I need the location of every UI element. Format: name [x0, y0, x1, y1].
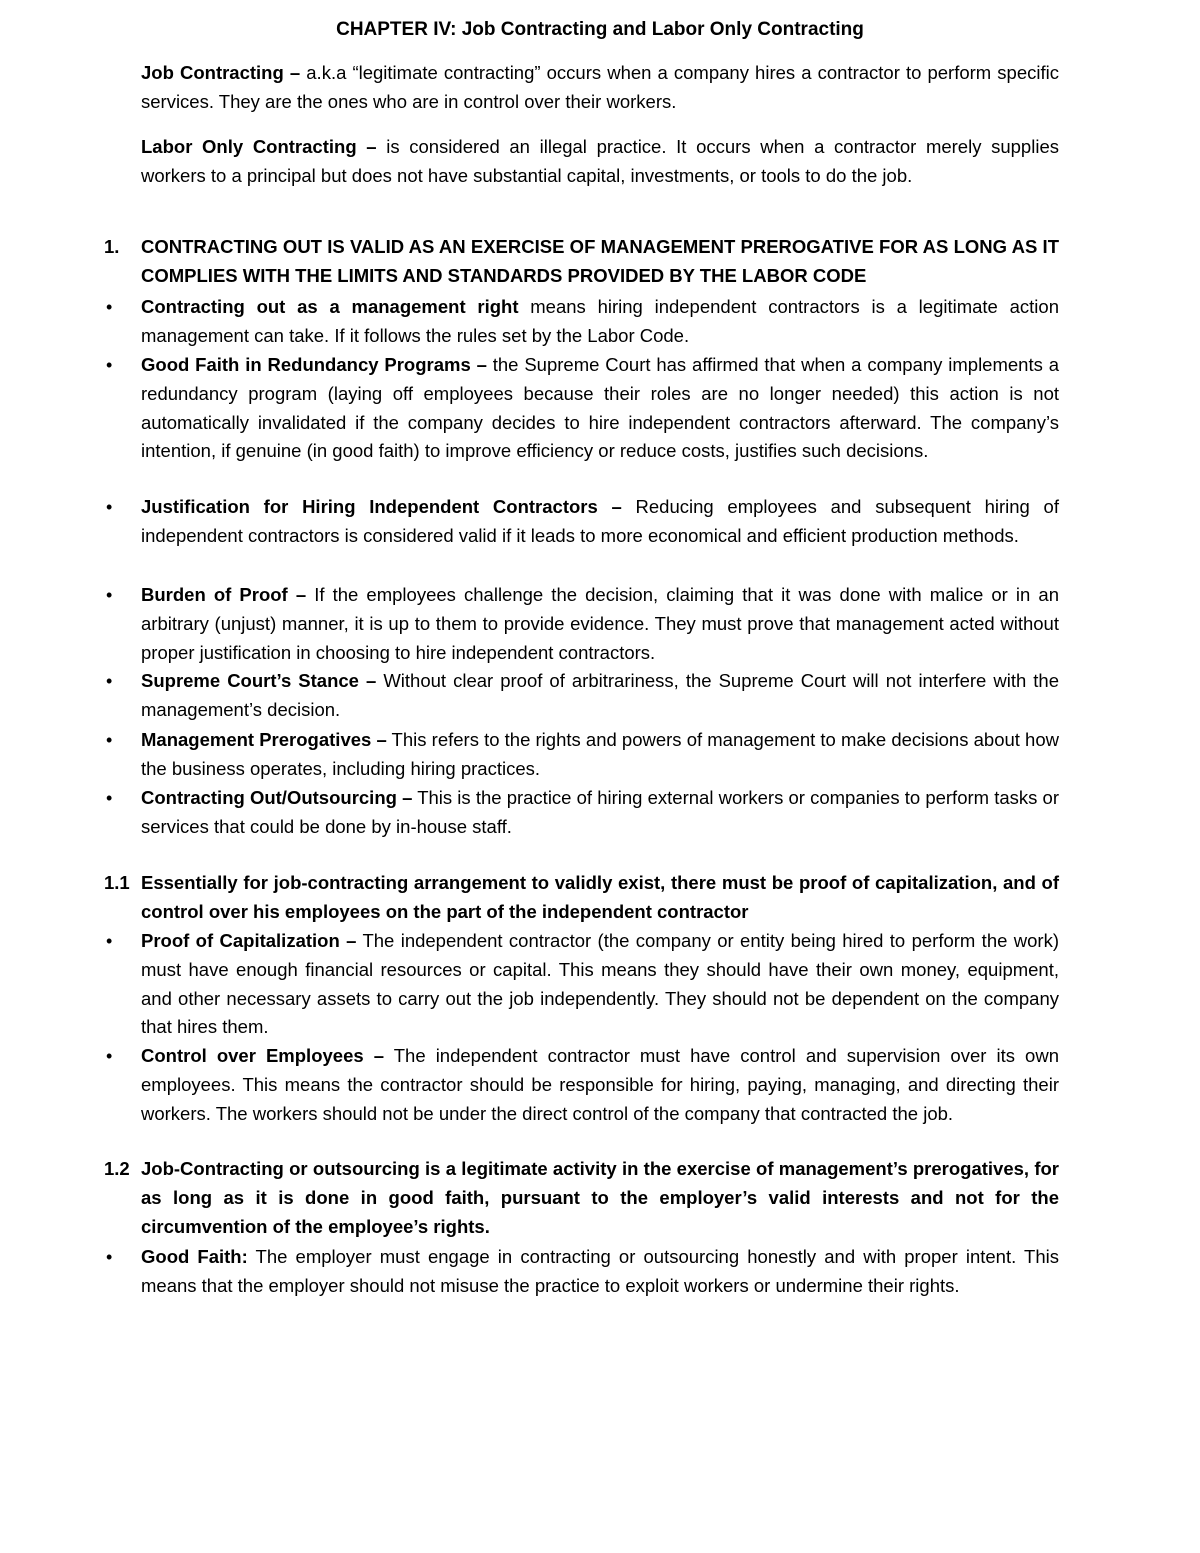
list-item: [104, 1042, 1059, 1128]
definition-term: Job Contracting –: [141, 62, 301, 83]
section-heading-text: CONTRACTING OUT IS VALID AS AN EXERCISE OF MANAGEMENT PREROGATIVE FOR AS LONG AS IT COMPLIES WITH THE LIMITS AND STANDARDS PROVIDED BY THE LABOR CODE: [141, 236, 1059, 286]
section-heading-text: Job-Contracting or outsourcing is a legitimate activity in the exercise of management’s prerogatives, for as long as it is done in good faith, pursuant to the employer’s valid interests and not for the circumvention of the employee’s rights.: [141, 1158, 1059, 1237]
bullet-icon: •: [106, 788, 113, 808]
list-item: [104, 784, 1059, 842]
bullet-term: Management Prerogatives –: [141, 729, 387, 750]
page-title: CHAPTER IV: Job Contracting and Labor Only Contracting: [336, 19, 864, 40]
bullet-icon: •: [106, 297, 113, 317]
bullet-text: the Supreme Court has affirmed that when a company implements a redundancy program (laying off employees because their roles are no longer needed) this action is not automatically invalidated if the company decides to hire independent contractors afterward. The company’s intention, if genuine (in good faith) to improve efficiency or reduce costs, justifies such decisions.: [141, 354, 1059, 462]
bullet-text: If the employees challenge the decision, claiming that it was done with malice or in an arbitrary (unjust) manner, it is up to them to provide evidence. They must prove that management acted without proper justification in choosing to hire independent contractors.: [141, 584, 1059, 663]
section-number: 1.: [104, 236, 120, 257]
list-item: [104, 493, 1059, 551]
bullet-term: Burden of Proof –: [141, 584, 307, 605]
bullet-icon: •: [106, 931, 113, 951]
list-item: [104, 581, 1059, 667]
bullet-text: Reducing employees and subsequent hiring of independent contractors is considered valid if it leads to more economical and efficient production methods.: [141, 496, 1059, 546]
bullet-icon: •: [106, 730, 113, 750]
definition-text: a.k.a “legitimate contracting” occurs when a company hires a contractor to perform specific services. They are the ones who are in control over their workers.: [141, 62, 1059, 112]
list-item: [104, 1243, 1059, 1301]
bullet-icon: •: [106, 585, 113, 605]
bullet-term: Control over Employees –: [141, 1045, 385, 1066]
bullet-term: Proof of Capitalization –: [141, 930, 357, 951]
section-1-1-heading: [104, 869, 1059, 927]
bullet-term: Good Faith in Redundancy Programs –: [141, 354, 487, 375]
definition-job-contracting: [141, 59, 1059, 117]
list-item: [104, 351, 1059, 466]
bullet-text: This refers to the rights and powers of management to make decisions about how the business operates, including hiring practices.: [141, 729, 1059, 779]
bullet-text: means hiring independent contractors is a legitimate action management can take. If it follows the rules set by the Labor Code.: [141, 296, 1059, 346]
bullet-text: The independent contractor must have control and supervision over its own employees. This means the contractor should be responsible for hiring, paying, managing, and directing their workers. The workers should not be under the direct control of the company that contracted the job.: [141, 1045, 1059, 1124]
definition-labor-only-contracting: [141, 133, 1059, 191]
definition-text: is considered an illegal practice. It occurs when a contractor merely supplies workers to a principal but does not have substantial capital, investments, or tools to do the job.: [141, 136, 1059, 186]
section-1-heading: [104, 233, 1059, 291]
section-heading-text: Essentially for job-contracting arrangement to validly exist, there must be proof of capitalization, and of control over his employees on the part of the independent contractor: [141, 872, 1059, 922]
bullet-term: Justification for Hiring Independent Contractors –: [141, 496, 622, 517]
bullet-icon: •: [106, 355, 113, 375]
bullet-text: The independent contractor (the company or entity being hired to perform the work) must have enough financial resources or capital. This means they should have their own money, equipment, and other necessary assets to carry out the job independently. They should not be dependent on the company that hires them.: [141, 930, 1059, 1038]
bullet-text: Without clear proof of arbitrariness, the Supreme Court will not interfere with the management’s decision.: [141, 670, 1059, 720]
list-item: [104, 927, 1059, 1042]
bullet-icon: •: [106, 1247, 113, 1267]
bullet-text: This is the practice of hiring external workers or companies to perform tasks or services that could be done by in-house staff.: [141, 787, 1059, 837]
list-item: [104, 667, 1059, 725]
bullet-term: Contracting out as a management right: [141, 296, 519, 317]
bullet-icon: •: [106, 671, 113, 691]
bullet-icon: •: [106, 1046, 113, 1066]
section-number: 1.1: [104, 872, 130, 893]
list-item: [104, 293, 1059, 351]
bullet-text: The employer must engage in contracting or outsourcing honestly and with proper intent. This means that the employer should not misuse the practice to exploit workers or undermine their rights.: [141, 1246, 1059, 1296]
bullet-term: Contracting Out/Outsourcing –: [141, 787, 413, 808]
bullet-term: Good Faith:: [141, 1246, 248, 1267]
definition-term: Labor Only Contracting –: [141, 136, 377, 157]
bullet-term: Supreme Court’s Stance –: [141, 670, 377, 691]
bullet-icon: •: [106, 497, 113, 517]
list-item: [104, 726, 1059, 784]
section-1-2-heading: [104, 1155, 1059, 1241]
section-number: 1.2: [104, 1158, 130, 1179]
